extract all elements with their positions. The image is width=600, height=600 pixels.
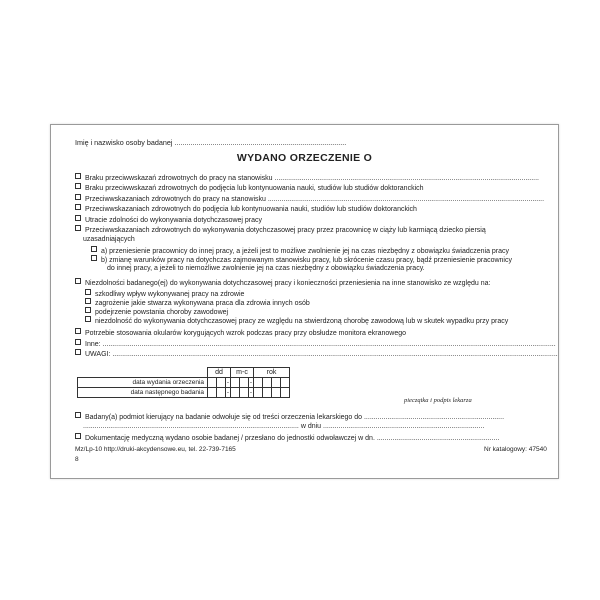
date-row-issued: [78, 378, 290, 388]
appeal-date-line[interactable]: ............................................................................................................... w dniu ...................................................................................: [83, 423, 485, 430]
header-day: dd: [208, 368, 231, 378]
date-separator: -: [249, 379, 253, 386]
checkbox[interactable]: [75, 204, 81, 210]
checkbox[interactable]: [75, 183, 81, 189]
checkbox[interactable]: [75, 278, 81, 284]
date-next-exam-label: data następnego badania: [78, 388, 208, 398]
form-sheet: [50, 124, 559, 479]
date-cell[interactable]: [281, 388, 290, 398]
checkbox[interactable]: [75, 433, 81, 439]
date-cell[interactable]: [254, 388, 263, 398]
checkbox-item-occupational-disease-suspicion[interactable]: podejrzenie powstania choroby zawodowej: [85, 307, 228, 317]
checkbox-item-contraindications-work[interactable]: Przeciwwskazaniach zdrowotnych do pracy na stanowisku ..............................................................................................................................................: [75, 194, 544, 204]
checkbox[interactable]: [75, 328, 81, 334]
checkbox-item-documentation[interactable]: Dokumentację medyczną wydano osobie badanej / przesłano do jednostki odwoławczej w dn. ...............................................................: [75, 433, 499, 443]
checkbox-item-harmful-effect[interactable]: szkodliwy wpływ wykonywanej pracy na zdrowie: [85, 289, 244, 299]
date-cell[interactable]: [263, 378, 272, 388]
date-separator: -: [226, 389, 230, 396]
checkbox[interactable]: [91, 246, 97, 252]
date-cell[interactable]: [240, 378, 249, 388]
checkbox-item-contraindications-study[interactable]: Przeciwwskazaniach zdrowotnych do podjęcia lub kontynuowania nauki, studiów lub studiów doktoranckich: [75, 204, 417, 214]
header-month: m-c: [231, 368, 254, 378]
date-cell[interactable]: [254, 378, 263, 388]
date-cell[interactable]: [217, 378, 226, 388]
checkbox-item-loss-of-capacity[interactable]: Utracie zdolności do wykonywania dotychczasowej pracy: [75, 215, 262, 225]
date-cell[interactable]: [208, 388, 217, 398]
date-issued-label: data wydania orzeczenia: [78, 378, 208, 388]
date-cell[interactable]: [231, 378, 240, 388]
checkbox-item-remarks[interactable]: UWAGI: .....................................................................................................................................................................................................................................: [75, 349, 558, 359]
page-number: 8: [75, 456, 79, 463]
checkbox-item-threat-to-others[interactable]: zagrożenie jakie stwarza wykonywana praca dla zdrowia innych osób: [85, 298, 310, 308]
footer-catalog-number: Nr katalogowy: 47540: [484, 446, 547, 453]
date-row-next-exam: [78, 388, 290, 398]
checkbox-item-appeal[interactable]: Badany(a) podmiot kierujący na badanie odwołuje się od treści orzeczenia lekarskiego do ........................................................................: [75, 412, 504, 422]
header-year: rok: [254, 368, 290, 378]
checkbox[interactable]: [75, 173, 81, 179]
checkbox[interactable]: [85, 307, 91, 313]
checkbox-item-pregnancy-b[interactable]: b) zmianę warunków pracy na dotychczas zajmowanym stanowisku pracy, lub skrócenie czasu pracy, bądź przeniesienie pracownicy: [91, 255, 512, 265]
footer-publisher: Mz/Lp-10 http://druki-akcydensowe.eu, tel. 22-739-7165: [75, 446, 236, 453]
patient-name-line[interactable]: Imię i nazwisko osoby badanej ......................................................................................: [75, 138, 347, 147]
date-cell[interactable]: [208, 378, 217, 388]
date-cell[interactable]: [272, 388, 281, 398]
checkbox-item-no-contraindications-study[interactable]: Braku przeciwwskazań zdrowotnych do podjęcia lub kontynuowania nauki, studiów lub studiów doktoranckich: [75, 183, 424, 193]
date-cell[interactable]: [263, 388, 272, 398]
checkbox-item-glasses[interactable]: Potrzebie stosowania okularów korygujących wzrok podczas pracy przy obsłudze monitora ekranowego: [75, 328, 406, 338]
checkbox[interactable]: [85, 298, 91, 304]
date-table: [77, 367, 290, 398]
checkbox-item-no-contraindications-work[interactable]: Braku przeciwwskazań zdrowotnych do pracy na stanowisku ........................................................................................................................................: [75, 173, 539, 183]
doctor-stamp-caption: pieczątka i podpis lekarza: [404, 397, 472, 404]
date-separator: -: [226, 379, 230, 386]
checkbox[interactable]: [75, 339, 81, 345]
date-cell[interactable]: [217, 388, 226, 398]
checkbox[interactable]: [91, 255, 97, 261]
checkbox[interactable]: [75, 194, 81, 200]
checkbox[interactable]: [75, 215, 81, 221]
pregnancy-justification-label: uzasadniających: [83, 236, 135, 243]
date-cell[interactable]: [240, 388, 249, 398]
date-cell[interactable]: [272, 378, 281, 388]
date-separator: -: [249, 389, 253, 396]
checkbox-item-occupational-disease-incapacity[interactable]: niezdolność do wykonywania dotychczasowej pracy ze względu na stwierdzoną chorobę zawodową lub w skutek wypadku przy pracy: [85, 316, 508, 326]
checkbox-item-pregnancy[interactable]: Przeciwwskazaniach zdrowotnych do wykonywania dotychczasowej pracy przez pracownicę w ciąży lub karmiącą dziecko piersią: [75, 225, 486, 235]
checkbox-item-other[interactable]: Inne: .........................................................................................................................................................................................................................................: [75, 339, 556, 349]
checkbox[interactable]: [75, 225, 81, 231]
checkbox-item-incapacity-transfer[interactable]: Niezdolności badanego(ej) do wykonywania dotychczasowej pracy i konieczności przeniesienia na inne stanowisko ze względu na:: [75, 278, 490, 288]
form-title: WYDANO ORZECZENIE O: [236, 152, 373, 164]
checkbox[interactable]: [85, 289, 91, 295]
pregnancy-b-continuation: do innej pracy, a jeżeli to niemożliwe zwolnienie jej na czas niezbędny z obowiązku świadczenia pracy.: [107, 265, 425, 272]
checkbox-item-pregnancy-a[interactable]: a) przeniesienie pracownicy do innej pracy, a jeżeli jest to możliwe zwolnienie jej na czas niezbędny z obowiązku świadczenia pracy: [91, 246, 509, 256]
date-cell[interactable]: [231, 388, 240, 398]
checkbox[interactable]: [85, 316, 91, 322]
checkbox[interactable]: [75, 349, 81, 355]
checkbox[interactable]: [75, 412, 81, 418]
date-cell[interactable]: [281, 378, 290, 388]
